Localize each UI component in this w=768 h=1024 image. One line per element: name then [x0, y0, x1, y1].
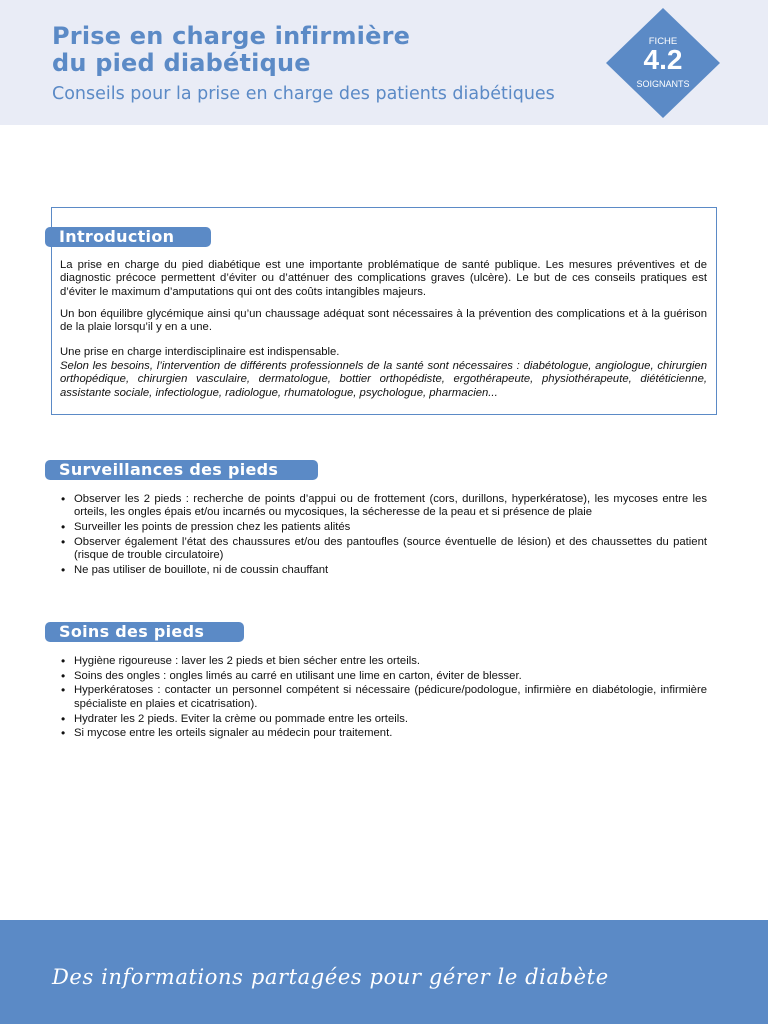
- list-item: • Hydrater les 2 pieds. Eviter la crème ou pommade entre les orteils.: [60, 713, 707, 726]
- list-item: • Soins des ongles : ongles limés au carré en utilisant une lime en carton, éviter de blesser.: [60, 670, 707, 683]
- list-item: • Ne pas utiliser de bouillote, ni de coussin chauffant: [60, 564, 707, 577]
- page-title: [52, 23, 410, 77]
- list-item: • Observer les 2 pieds : recherche de points d’appui ou de frottement (cors, durillons, hyperkératose), les mycoses entre les orteils, les ongles épais et/ou incarnés ou mycosiques, la sécheresse de la peau et si présence de plaie: [60, 493, 707, 520]
- title-line-1: Prise en charge infirmière: [52, 22, 411, 50]
- soins-list: [60, 655, 707, 742]
- title-line-2: du pied diabétique: [52, 49, 311, 77]
- list-item: • Observer également l’état des chaussures et/ou des pantoufles (source éventuelle de lésion) et des chaussettes du patient (risque de trouble circulatoire): [60, 536, 707, 563]
- list-item: • Surveiller les points de pression chez les patients alités: [60, 521, 707, 534]
- intro-paragraph-2: Un bon équilibre glycémique ainsi qu’un chaussage adéquat sont nécessaires à la prévention des complications et à la guérison de la plaie lorsqu’il y en a une.: [60, 308, 707, 334]
- badge-label-top: FICHE: [648, 36, 678, 47]
- fiche-badge: [606, 8, 720, 118]
- intro-paragraph-1: La prise en charge du pied diabétique est une importante problématique de santé publique. Les mesures préventives et de diagnostic précoce permettent d’éviter ou d’atténuer des complications graves (ulcère). Le but de ces conseils pratiques est d’éviter le maximum d’amputations qui ont des coûts intangibles majeurs.: [60, 259, 707, 298]
- list-item: • Hyperkératoses : contacter un personnel compétent si nécessaire (pédicure/podologue, infirmière en diabétologie, infirmière spécialiste en plaies et cicatrisation).: [60, 684, 707, 711]
- footer-slogan: Des informations partagées pour gérer le diabète: [52, 965, 609, 989]
- surveillance-heading: Surveillances des pieds: [45, 460, 318, 480]
- badge-number: 4.2: [643, 44, 683, 75]
- surveillance-list: [60, 493, 707, 579]
- intro-paragraph-3: Une prise en charge interdisciplinaire est indispensable.: [60, 346, 340, 358]
- intro-paragraph-4: Selon les besoins, l’intervention de différents professionnels de la santé sont nécessaires : diabétologue, angiologue, chirurgien orthopédique, chirurgien vasculaire, dermatologue, bottier orthopédiste, ergothérapeute, physiothérapeute, diététicienne, assistante sociale, infectiologue, radiologue, rhumatologue, psychologue, pharmacien...: [60, 360, 707, 399]
- list-item: • Si mycose entre les orteils signaler au médecin pour traitement.: [60, 727, 707, 740]
- soins-heading: Soins des pieds: [45, 622, 244, 642]
- badge-label-bottom: SOIGNANTS: [636, 79, 690, 89]
- list-item: • Hygiène rigoureuse : laver les 2 pieds et bien sécher entre les orteils.: [60, 655, 707, 668]
- page-subtitle: Conseils pour la prise en charge des patients diabétiques: [52, 84, 555, 104]
- introduction-heading: Introduction: [45, 227, 211, 247]
